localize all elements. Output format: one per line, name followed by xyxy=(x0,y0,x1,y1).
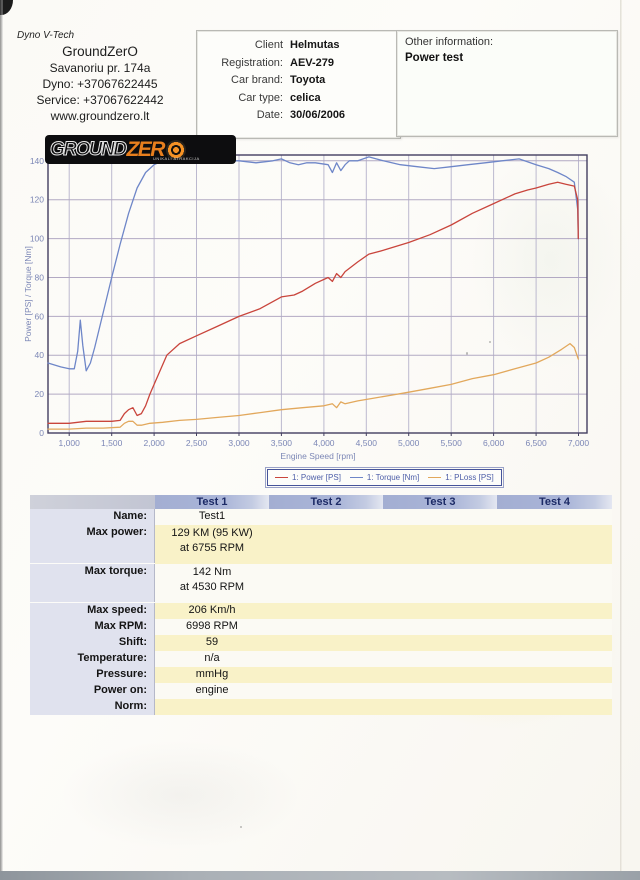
x-tick-label: 3,000 xyxy=(228,438,250,448)
y-tick-label: 120 xyxy=(29,194,44,205)
company-website: www.groundzero.lt xyxy=(50,109,150,123)
client-field-label: Car brand: xyxy=(231,74,283,86)
client-info-row xyxy=(201,72,394,90)
client-field-value: Helmutas xyxy=(290,39,340,51)
y-tick-label: 100 xyxy=(29,233,44,244)
table-row xyxy=(30,667,612,683)
empty-cell xyxy=(383,683,497,699)
empty-cell xyxy=(269,635,383,651)
table-row xyxy=(30,619,612,635)
y-tick-label: 60 xyxy=(34,311,44,322)
client-field-value: 30/06/2006 xyxy=(290,109,346,121)
legend-item-power xyxy=(275,473,341,482)
test1-value: Test1 xyxy=(155,509,269,525)
row-label: Max RPM: xyxy=(30,619,155,635)
row-label: Max torque: xyxy=(30,564,155,602)
other-info-box xyxy=(396,30,618,137)
logo-subtext: UNIKALI ATRAKCIJA xyxy=(153,156,200,161)
y-axis-title: Power [PS] / Torque [Nm] xyxy=(23,246,33,342)
client-field-value: AEV-279 xyxy=(290,56,335,69)
torque-legend-dash-icon xyxy=(350,477,363,478)
column-header: Test 2 xyxy=(269,495,383,509)
empty-cell xyxy=(269,509,383,525)
client-field-label: Date: xyxy=(256,109,283,121)
test1-value: mmHg xyxy=(155,667,269,683)
company-address: Savanoriu pr. 174a xyxy=(49,61,151,75)
table-header-row xyxy=(30,495,612,509)
results-table xyxy=(30,495,612,715)
dyno-chart-svg xyxy=(0,130,640,470)
empty-cell xyxy=(269,525,383,564)
legend-label: 1: PLoss [PS] xyxy=(445,473,494,482)
table-corner-cell xyxy=(30,495,155,509)
logo-ground-text: GROUND xyxy=(50,139,126,160)
x-axis-title: Engine Speed [rpm] xyxy=(280,451,356,461)
empty-cell xyxy=(269,651,383,667)
empty-cell xyxy=(383,667,497,683)
ploss-curve xyxy=(48,344,578,430)
power-legend-dash-icon xyxy=(275,477,288,478)
test1-value: 142 Nm at 4530 RPM xyxy=(155,564,269,603)
company-service-phone: Service: +37067622442 xyxy=(36,93,164,107)
empty-cell xyxy=(497,525,612,564)
x-tick-label: 2,000 xyxy=(143,438,165,448)
other-info-title: Other information: xyxy=(405,36,494,48)
table-row xyxy=(30,635,612,651)
table-row xyxy=(30,525,612,564)
row-label: Shift: xyxy=(30,635,155,651)
dyno-brand-label: Dyno V-Tech xyxy=(17,30,75,41)
empty-cell xyxy=(269,564,383,603)
test1-value: 59 xyxy=(155,635,269,651)
column-header: Test 4 xyxy=(497,495,612,509)
empty-cell xyxy=(497,619,612,635)
legend-label: 1: Torque [Nm] xyxy=(366,473,420,482)
client-field-label: Client xyxy=(254,39,283,51)
x-tick-label: 6,500 xyxy=(525,438,547,448)
test1-value: 206 Km/h xyxy=(155,603,269,619)
y-tick-label: 140 xyxy=(29,155,44,166)
empty-cell xyxy=(497,699,612,715)
groundzero-logo xyxy=(45,135,236,164)
test1-value xyxy=(155,699,269,715)
paper-blotch xyxy=(60,740,300,850)
y-tick-label: 80 xyxy=(34,272,44,283)
row-label: Power on: xyxy=(30,683,155,699)
empty-cell xyxy=(383,525,497,564)
row-label: Max power: xyxy=(30,525,155,563)
client-field-label: Car type: xyxy=(238,91,283,104)
empty-cell xyxy=(383,564,497,603)
table-row xyxy=(30,509,612,525)
x-tick-label: 7,000 xyxy=(567,438,590,448)
other-info-value: Power test xyxy=(405,52,464,64)
test1-value: 6998 RPM xyxy=(155,619,269,635)
x-tick-label: 2,500 xyxy=(185,438,208,448)
column-header: Test 3 xyxy=(383,495,497,509)
empty-cell xyxy=(497,683,612,699)
empty-cell xyxy=(383,651,497,667)
ploss-legend-dash-icon xyxy=(428,477,441,478)
client-info-row xyxy=(201,37,394,55)
empty-cell xyxy=(269,683,383,699)
empty-cell xyxy=(497,564,612,603)
empty-cell xyxy=(383,509,497,525)
legend-item-torque xyxy=(350,473,419,482)
test1-value: 129 KM (95 KW) at 6755 RPM xyxy=(155,525,269,564)
x-tick-label: 1,500 xyxy=(101,438,123,448)
scan-speck xyxy=(240,826,242,828)
client-field-value: celica xyxy=(290,91,321,104)
company-name: GroundZerO xyxy=(62,44,138,59)
chart-legend xyxy=(267,469,502,486)
legend-item-ploss xyxy=(428,473,493,482)
client-info-row xyxy=(201,107,394,125)
client-info-row xyxy=(201,90,394,108)
empty-cell xyxy=(269,619,383,635)
empty-cell xyxy=(383,635,497,651)
plot-frame xyxy=(48,155,587,433)
legend-label: 1: Power [PS] xyxy=(292,473,341,482)
company-dyno-phone: Dyno: +37067622445 xyxy=(42,77,158,91)
column-header: Test 1 xyxy=(155,495,269,509)
client-field-value: Toyota xyxy=(290,74,326,86)
row-label: Name: xyxy=(30,509,155,525)
table-row xyxy=(30,603,612,619)
table-row xyxy=(30,564,612,603)
empty-cell xyxy=(383,699,497,715)
y-tick-label: 40 xyxy=(34,350,44,361)
empty-cell xyxy=(269,667,383,683)
empty-cell xyxy=(269,699,383,715)
empty-cell xyxy=(497,651,612,667)
x-tick-label: 4,000 xyxy=(313,438,335,448)
empty-cell xyxy=(383,603,497,619)
table-row xyxy=(30,699,612,715)
client-info-box xyxy=(196,30,401,139)
y-tick-label: 0 xyxy=(39,428,44,438)
torque-curve xyxy=(48,157,578,371)
empty-cell xyxy=(383,619,497,635)
x-tick-label: 3,500 xyxy=(270,438,293,448)
test1-value: engine xyxy=(155,683,269,699)
empty-cell xyxy=(269,603,383,619)
test1-value: n/a xyxy=(155,651,269,667)
logo-zero-text: ZER xyxy=(126,138,164,161)
scan-bottom-edge xyxy=(0,871,640,880)
client-info-row xyxy=(201,55,394,73)
empty-cell xyxy=(497,667,612,683)
row-label: Pressure: xyxy=(30,667,155,683)
empty-cell xyxy=(497,509,612,525)
row-label: Norm: xyxy=(30,699,155,715)
row-label: Max speed: xyxy=(30,603,155,619)
table-row xyxy=(30,683,612,699)
row-label: Temperature: xyxy=(30,651,155,667)
x-tick-label: 6,000 xyxy=(482,438,505,448)
y-tick-label: 20 xyxy=(34,389,44,400)
x-tick-label: 4,500 xyxy=(355,438,377,448)
x-tick-label: 1,000 xyxy=(58,438,80,448)
table-row xyxy=(30,651,612,667)
company-block xyxy=(0,44,200,124)
client-field-label: Registration: xyxy=(221,56,283,69)
empty-cell xyxy=(497,603,612,619)
x-tick-label: 5,000 xyxy=(398,438,420,448)
x-tick-label: 5,500 xyxy=(440,438,462,448)
empty-cell xyxy=(497,635,612,651)
